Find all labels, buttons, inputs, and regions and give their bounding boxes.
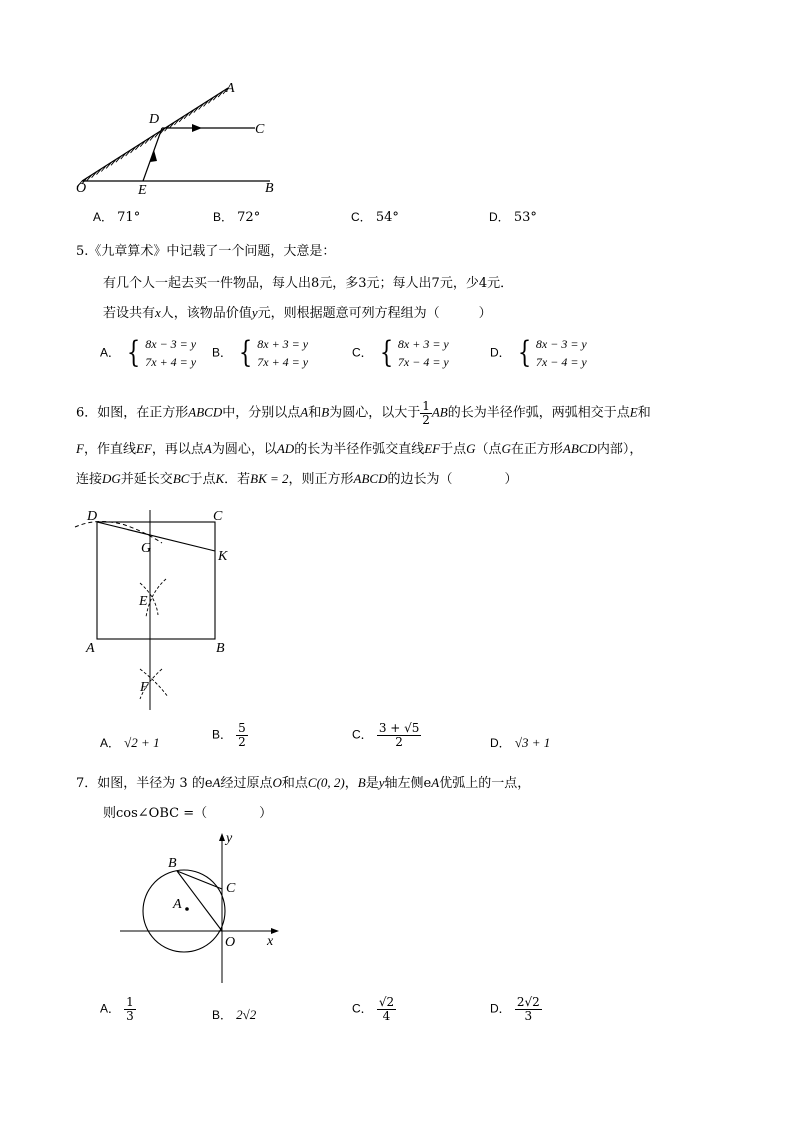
center-A-dot <box>185 907 189 911</box>
q6-line3: 连接DG并延长交BC于点K．若BK = 2，则正方形ABCD的边长为（ ） <box>76 471 518 487</box>
label-E: E <box>139 594 148 609</box>
equation-system: { 8x + 3 = y 7x + 4 = y <box>239 335 309 370</box>
q5-option-b[interactable]: B． { 8x + 3 = y 7x + 4 = y <box>212 335 309 370</box>
q5-option-c[interactable]: C． { 8x + 3 = y 7x − 4 = y <box>352 335 449 370</box>
q4-option-c[interactable]: C． 54° <box>351 210 399 225</box>
q6-option-c[interactable]: C． $\frac{3 + √5}{2}$ <box>352 721 420 749</box>
q7-options <box>100 996 720 1036</box>
q5-option-a[interactable]: A． { 8x − 3 = y 7x + 4 = y <box>100 335 197 370</box>
q4-option-d[interactable]: D． 53° <box>489 210 537 225</box>
q5-stem: 5.《九章算术》中记载了一个问题，大意是： <box>76 244 336 259</box>
q6-figure <box>70 505 250 715</box>
q5-options <box>100 335 720 375</box>
q5-option-d[interactable]: D． { 8x − 3 = y 7x − 4 = y <box>490 335 587 370</box>
q7-option-c[interactable]: C． $\frac{√2}{4}$ <box>352 995 395 1023</box>
label-B: B <box>265 181 274 196</box>
line-DK <box>97 522 215 551</box>
label-E: E <box>138 183 147 198</box>
q6-line1: 6．如图，在正方形ABCD中，分别以点A和B为圆心，以大于 $\frac{1}{2}$ AB的长为半径作弧，两弧相交于点E和 <box>76 399 651 427</box>
equation-system: { 8x + 3 = y 7x − 4 = y <box>379 335 449 370</box>
q7-figure <box>115 828 290 988</box>
label-C: C <box>213 509 223 524</box>
q6-option-d[interactable]: D． √3 + 1 <box>490 735 551 750</box>
y-axis-arrow <box>219 833 225 841</box>
label-G: G <box>141 541 152 556</box>
label-A: A <box>173 897 182 912</box>
label-C: C <box>226 881 236 896</box>
label-C: C <box>255 122 265 137</box>
circle-A <box>143 870 225 952</box>
arrow-DC <box>192 124 202 132</box>
label-O: O <box>76 181 87 196</box>
label-B: B <box>216 641 225 656</box>
q4-figure <box>70 78 290 198</box>
q7-option-a[interactable]: A． $\frac{1}{3}$ <box>100 995 134 1023</box>
equation-system: { 8x − 3 = y 7x + 4 = y <box>127 335 197 370</box>
arc-DG <box>75 521 162 543</box>
q6-option-b[interactable]: B． $\frac{5}{2}$ <box>212 721 246 749</box>
label-A: A <box>226 81 235 96</box>
label-B: B <box>168 856 177 871</box>
q4-option-a[interactable]: A． 71° <box>93 210 141 225</box>
label-A: A <box>86 641 95 656</box>
label-y: y <box>226 831 233 846</box>
label-O: O <box>225 935 236 950</box>
q5-line2: 有几个人一起去买一件物品，每人出8元，多3元；每人出7元，少4元． <box>103 276 514 291</box>
label-D: D <box>87 509 98 524</box>
arc-E-2 <box>146 579 166 617</box>
q7-option-b[interactable]: B． 2√2 <box>212 1007 257 1022</box>
label-D: D <box>149 112 160 127</box>
label-K: K <box>218 549 228 564</box>
q4-option-b[interactable]: B． 72° <box>213 210 261 225</box>
fraction-one-half: $\frac{1}{2}$ <box>422 399 430 427</box>
q6-option-a[interactable]: A． √2 + 1 <box>100 735 160 750</box>
q6-line2: F，作直线EF，再以点A为圆心，以AD的长为半径作弧交直线EF于点G（点G在正方形ABCD内部）， <box>76 441 643 457</box>
q4-options <box>93 208 713 226</box>
label-x: x <box>267 934 274 949</box>
q7-option-d[interactable]: D． $\frac{2√2}{3}$ <box>490 995 540 1023</box>
label-F: F <box>140 680 149 695</box>
q5-line3: 若设共有x人，该物品价值y元，则根据题意可列方程组为（ ） <box>103 305 492 321</box>
q7-line2: 则cos∠OBC =（ ） <box>103 806 273 821</box>
arrow-ED <box>150 150 157 162</box>
q6-options <box>100 722 720 762</box>
q7-line1: 7．如图，半径为 3 的eA经过原点O和点C(0, 2)，B是y轴左侧eA优弧上的一点， <box>76 775 531 791</box>
equation-system: { 8x − 3 = y 7x − 4 = y <box>517 335 587 370</box>
